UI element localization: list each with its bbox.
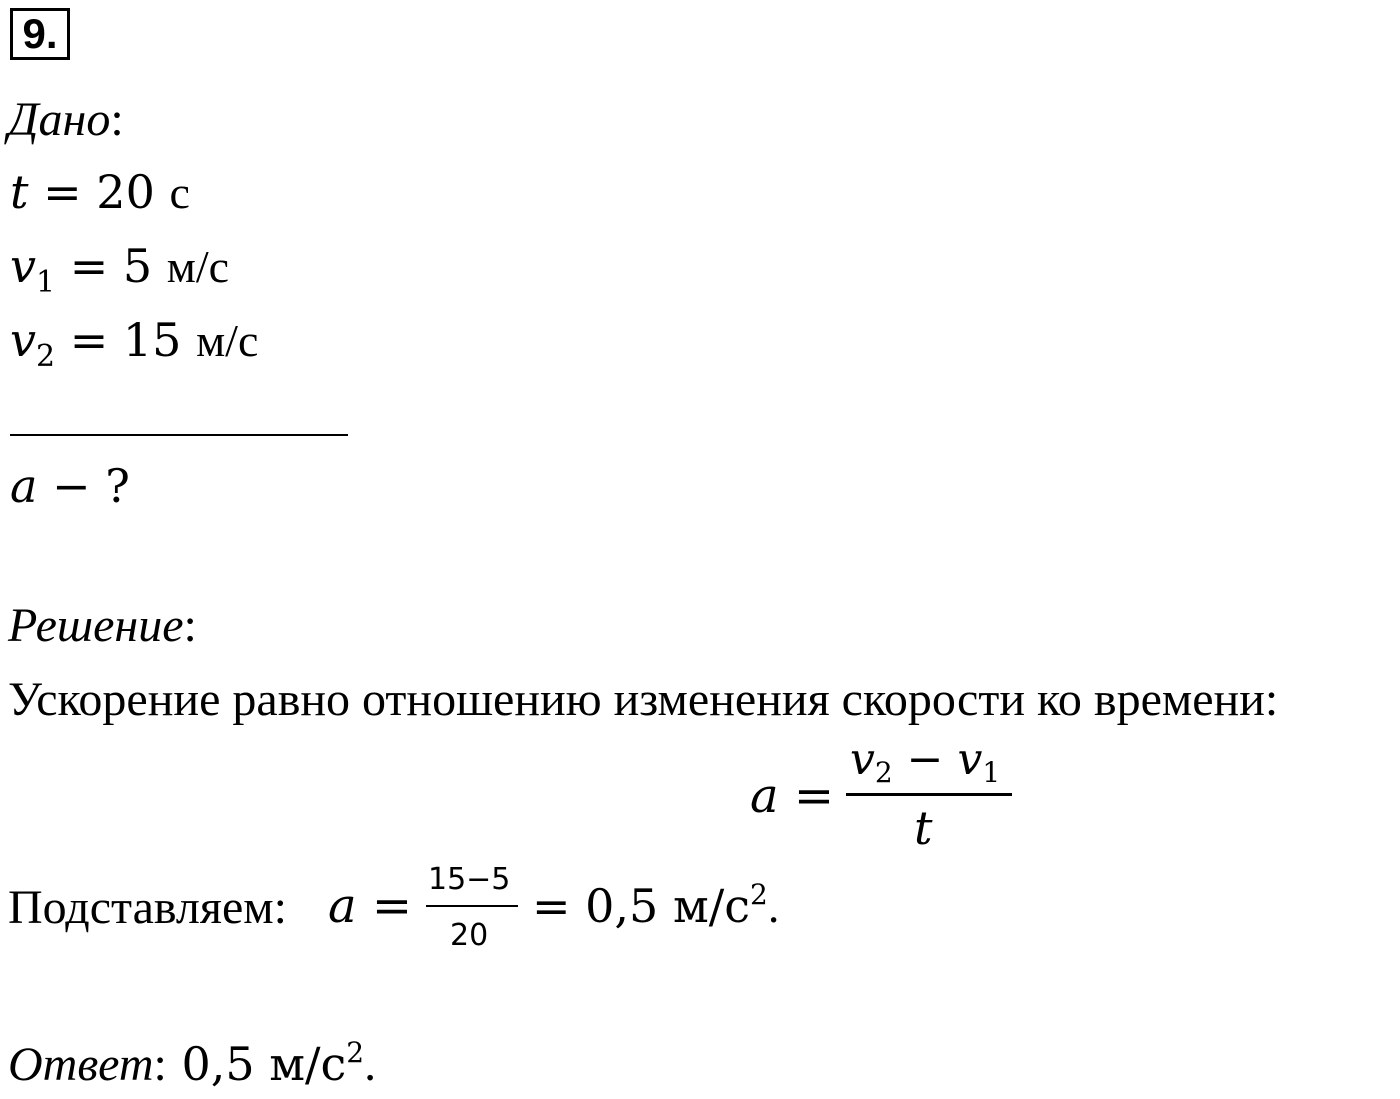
answer-period: .: [364, 1038, 377, 1091]
v1-subscript: 1: [982, 756, 1001, 789]
answer-heading: Ответ: [8, 1038, 154, 1091]
given-time: [10, 164, 190, 221]
time-variable: t: [10, 165, 29, 219]
result-power: 2: [749, 878, 768, 911]
substitution-result: [532, 878, 779, 941]
answer-value: 0,5 м/с: [166, 1037, 347, 1091]
substitution-denominator: 20: [450, 918, 489, 953]
acceleration-variable: a: [328, 878, 357, 934]
v2-subscript: 2: [36, 339, 56, 374]
equals-sign: =: [69, 239, 109, 293]
answer-line: [8, 1036, 376, 1099]
equals-sign: =: [43, 165, 82, 219]
v2-value: 15: [122, 313, 182, 367]
substitution-numerator: 15−5: [428, 862, 511, 897]
v1-value: 5: [122, 239, 153, 293]
substitution-label: Подставляем:: [8, 881, 287, 934]
velocity-variable: v: [957, 734, 983, 785]
unknown-quantity: [10, 458, 130, 514]
substitution-lhs: [328, 878, 412, 934]
answer-colon: :: [153, 1038, 167, 1091]
substitution-fraction-bar: [426, 905, 518, 907]
solution-heading-colon: :: [183, 599, 197, 652]
equals-sign: =: [371, 878, 413, 934]
acceleration-variable: a: [750, 768, 779, 824]
v1-unit: м/с: [166, 241, 230, 292]
time-value: 20: [96, 165, 155, 219]
given-v2: [10, 312, 258, 375]
v1-subscript: 1: [36, 265, 56, 300]
given-heading-colon: :: [110, 93, 124, 146]
fraction-bar: [846, 793, 1012, 796]
result-period: .: [767, 881, 780, 932]
equals-sign: =: [69, 313, 109, 367]
solution-heading: [8, 598, 197, 654]
result-value: = 0,5 м/с: [532, 879, 750, 933]
time-unit: с: [169, 167, 190, 218]
formula-numerator: [850, 734, 1000, 791]
unknown-mark: − ?: [37, 459, 130, 513]
solution-statement: Ускорение равно отношению изменения скорости ко времени:: [8, 673, 1279, 726]
equals-sign: =: [793, 768, 835, 824]
solution-heading-label: Решение: [8, 599, 184, 652]
given-heading-label: Дано: [8, 93, 111, 146]
acceleration-variable: a: [10, 459, 38, 513]
given-divider: [10, 434, 348, 436]
answer-power: 2: [346, 1036, 365, 1069]
formula-denominator: t: [914, 801, 933, 855]
given-heading: [8, 92, 124, 148]
v2-unit: м/с: [196, 315, 259, 366]
formula-lhs: [750, 768, 834, 824]
problem-number: 9.: [10, 8, 70, 60]
given-v1: [10, 238, 229, 301]
velocity-variable: v: [850, 734, 875, 785]
minus-sign: −: [892, 734, 958, 785]
velocity-variable: v: [10, 239, 36, 293]
v2-subscript: 2: [874, 756, 893, 789]
velocity-variable: v: [10, 313, 36, 367]
